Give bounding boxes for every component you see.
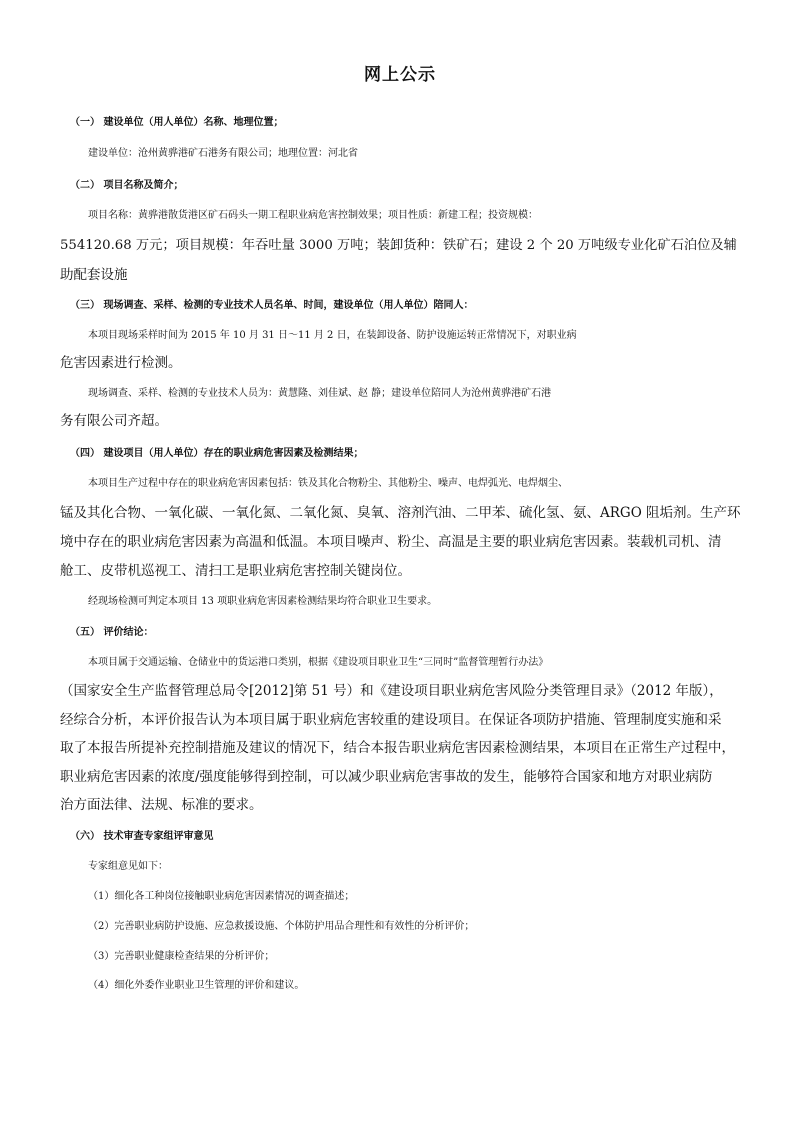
section-2-line-2: 554120.68 万元；项目规模：年吞吐量 3000 万吨；装卸货种：铁矿石；建设 2 个 20 万吨级专业化矿石泊位及辅 xyxy=(60,238,737,253)
section-6-line-2: （1）细化各工种岗位接触职业病危害因素情况的调查描述； xyxy=(88,891,355,902)
section-2-heading: （二） 项目名称及简介； xyxy=(70,180,184,191)
section-3-line-4: 务有限公司齐超。 xyxy=(60,413,168,429)
section-5-line-2: （国家安全生产监督管理总局令[2012]第 51 号）和《建设项目职业病危害风险分类管理目录》（2012 年版）， xyxy=(60,683,723,699)
page-title: 网上公示 xyxy=(364,65,436,85)
section-4-heading: （四） 建设项目（用人单位）存在的职业病危害因素及检测结果； xyxy=(70,448,364,459)
section-2-line-1: 项目名称：黄骅港散货港区矿石码头一期工程职业病危害控制效果；项目性质：新建工程；投资规模： xyxy=(88,210,538,221)
section-1-line-1: 建设单位：沧州黄骅港矿石港务有限公司；地理位置：河北省 xyxy=(88,148,358,159)
section-3-line-2: 危害因素进行检测。 xyxy=(60,355,182,371)
section-5-line-6: 治方面法律、法规、标准的要求。 xyxy=(60,797,263,813)
section-4-line-5: 经现场检测可判定本项目 13 项职业病危害因素检测结果均符合职业卫生要求。 xyxy=(88,596,438,607)
section-3-heading: （三） 现场调查、采样、检测的专业技术人员名单、时间，建设单位（用人单位）陪同人： xyxy=(70,300,474,311)
section-5-line-5: 职业病危害因素的浓度/强度能够得到控制，可以减少职业病危害事故的发生，能够符合国家和地方对职业病防 xyxy=(60,769,713,785)
section-4-line-1: 本项目生产过程中存在的职业病危害因素包括：铁及其化合物粉尘、其他粉尘、噪声、电焊弧光、电焊烟尘、 xyxy=(88,478,568,489)
section-6-line-5: （4）细化外委作业职业卫生管理的评价和建议。 xyxy=(88,980,305,991)
section-4-line-3: 境中存在的职业病危害因素为高温和低温。本项目噪声、粉尘、高温是主要的职业病危害因素。装载机司机、清 xyxy=(60,534,722,550)
section-6-line-1: 专家组意见如下： xyxy=(88,861,168,872)
section-3-line-3: 现场调查、采样、检测的专业技术人员为：黄慧隆、刘佳斌、赵 静；建设单位陪同人为沧州黄骅港矿石港 xyxy=(88,388,552,399)
section-5-line-1: 本项目属于交通运输、仓储业中的货运港口类别，根据《建设项目职业卫生“三同时”监督管理暂行办法》 xyxy=(88,657,549,668)
section-5-heading: （五） 评价结论： xyxy=(70,627,154,638)
section-5-line-3: 经综合分析，本评价报告认为本项目属于职业病危害较重的建设项目。在保证各项防护措施、管理制度实施和采 xyxy=(60,712,722,728)
section-1-heading: （一） 建设单位（用人单位）名称、地理位置； xyxy=(70,117,284,128)
section-4-line-2: 锰及其化合物、一氧化碳、一氧化氮、二氧化氮、臭氧、溶剂汽油、二甲苯、硫化氢、氨、ARGO 阻垢剂。生产环 xyxy=(60,505,741,521)
section-3-line-1: 本项目现场采样时间为 2015 年 10 月 31 日～11 月 2 日，在装卸设备、防护设施运转正常情况下，对职业病 xyxy=(88,330,577,341)
section-6-line-3: （2）完善职业病防护设施、应急救援设施、个体防护用品合理性和有效性的分析评价； xyxy=(88,921,475,932)
section-6-line-4: （3）完善职业健康检查结果的分析评价； xyxy=(88,951,275,962)
section-5-line-4: 取了本报告所提补充控制措施及建议的情况下，结合本报告职业病危害因素检测结果，本项目在正常生产过程中， xyxy=(60,740,735,756)
section-4-line-4: 舱工、皮带机巡视工、清扫工是职业病危害控制关键岗位。 xyxy=(60,563,411,579)
section-6-heading: （六） 技术审查专家组评审意见 xyxy=(70,831,214,842)
section-2-line-3: 助配套设施 xyxy=(60,267,128,283)
